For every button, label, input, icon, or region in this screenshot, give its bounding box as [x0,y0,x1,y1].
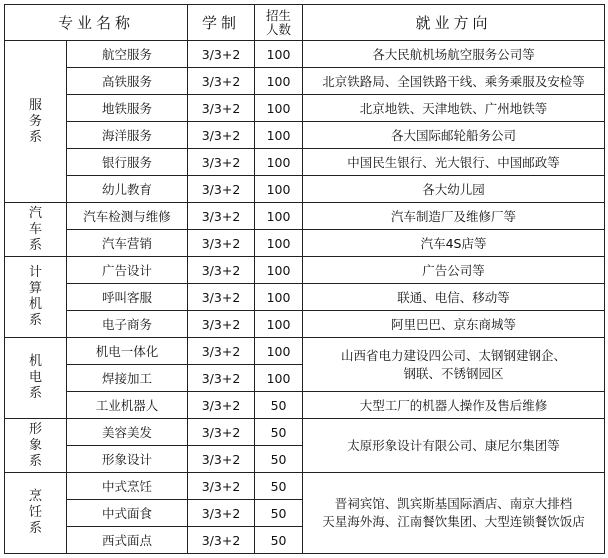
major-cell: 中式面食 [67,500,188,527]
header-duration: 学制 [188,5,255,41]
dept-char: 计 [28,265,42,280]
major-cell: 机电一体化 [67,338,188,365]
table-row [5,122,605,149]
dept-char: 系 [28,386,42,401]
header-enroll-line2: 人数 [266,21,292,37]
enroll-cell: 100 [255,338,303,365]
career-line: 钢联、不锈钢园区 [403,365,504,381]
dept-char: 系 [28,453,42,469]
career-line: 晋祠宾馆、凯宾斯基国际酒店、南京大排档 [334,496,573,511]
major-cell: 汽车检测与维修 [67,203,188,230]
duration-cell: 3/3+2 [188,473,255,500]
duration-cell: 3/3+2 [188,122,255,149]
duration-cell: 3/3+2 [188,257,255,284]
duration-cell: 3/3+2 [188,41,255,68]
duration-cell: 3/3+2 [188,284,255,311]
dept-char: 烹 [28,489,42,504]
header-row [5,5,605,41]
dept-cell-mechatronics [5,338,67,419]
major-cell: 幼儿教育 [67,176,188,203]
enrollment-table [4,4,605,554]
enroll-cell: 50 [255,446,303,473]
table-row [5,68,605,95]
dept-char: 系 [28,521,42,536]
career-cell: 各大民航机场航空服务公司等 [303,41,605,68]
dept-char: 算 [28,281,42,296]
major-cell: 地铁服务 [67,95,188,122]
duration-cell: 3/3+2 [188,149,255,176]
career-cell: 北京地铁、天津地铁、广州地铁等 [303,95,605,122]
enroll-cell: 100 [255,257,303,284]
career-cell: 阿里巴巴、京东商城等 [303,311,605,338]
table-row [5,257,605,284]
dept-cell-auto [5,203,67,257]
dept-char: 务 [28,113,42,129]
header-major: 专业名称 [5,5,188,41]
enroll-cell: 100 [255,365,303,392]
table-row [5,473,605,500]
enroll-cell: 50 [255,500,303,527]
duration-cell: 3/3+2 [188,500,255,527]
duration-cell: 3/3+2 [188,230,255,257]
dept-cell-computer [5,257,67,338]
major-cell: 汽车营销 [67,230,188,257]
table-row [5,149,605,176]
duration-cell: 3/3+2 [188,392,255,419]
career-cell-shared [303,473,605,554]
table-row [5,41,605,68]
duration-cell: 3/3+2 [188,311,255,338]
enroll-cell: 100 [255,95,303,122]
enroll-cell: 50 [255,392,303,419]
major-cell: 电子商务 [67,311,188,338]
table-row [5,203,605,230]
table-row [5,392,605,419]
career-cell: 汽车制造厂及维修厂等 [303,203,605,230]
table-row [5,284,605,311]
major-cell: 海洋服务 [67,122,188,149]
duration-cell: 3/3+2 [188,176,255,203]
duration-cell: 3/3+2 [188,527,255,554]
major-cell: 银行服务 [67,149,188,176]
career-cell-shared [303,419,605,473]
career-cell: 联通、电信、移动等 [303,284,605,311]
major-cell: 工业机器人 [67,392,188,419]
dept-char: 系 [28,313,42,328]
dept-char: 饪 [28,505,42,520]
duration-cell: 3/3+2 [188,365,255,392]
career-cell: 大型工厂的机器人操作及售后维修 [303,392,605,419]
enroll-cell: 100 [255,203,303,230]
enroll-cell: 100 [255,176,303,203]
dept-cell-service [5,41,67,203]
dept-char: 电 [28,370,42,385]
career-line: 太原形象设计有限公司、康尼尔集团等 [347,437,560,453]
career-line: 山西省电力建设四公司、太钢钢建钢企、 [341,347,567,363]
duration-cell: 3/3+2 [188,446,255,473]
header-enroll [255,5,303,41]
dept-char: 汽 [28,205,42,221]
duration-cell: 3/3+2 [188,338,255,365]
enroll-cell: 100 [255,284,303,311]
major-cell: 西式面点 [67,527,188,554]
dept-char: 形 [28,421,42,437]
career-cell: 广告公司等 [303,257,605,284]
dept-char: 机 [28,354,42,369]
dept-char: 系 [28,129,42,145]
duration-cell: 3/3+2 [188,95,255,122]
major-cell: 焊接加工 [67,365,188,392]
table-row [5,230,605,257]
enroll-cell: 100 [255,41,303,68]
dept-char: 车 [28,221,42,237]
career-cell: 各大幼儿园 [303,176,605,203]
header-career: 就业方向 [303,5,605,41]
enroll-cell: 50 [255,419,303,446]
duration-cell: 3/3+2 [188,68,255,95]
career-line: 天星海外海、江南餐饮集团、大型连锁餐饮饭店 [322,514,585,529]
dept-cell-culinary [5,473,67,554]
table-row [5,95,605,122]
table-row [5,311,605,338]
dept-char: 机 [28,297,42,312]
enroll-cell: 50 [255,473,303,500]
major-cell: 中式烹饪 [67,473,188,500]
career-cell: 北京铁路局、全国铁路干线、乘务乘服及安检等 [303,68,605,95]
dept-cell-image [5,419,67,473]
enroll-cell: 100 [255,311,303,338]
major-cell: 广告设计 [67,257,188,284]
dept-char: 服 [28,97,42,113]
table-row [5,419,605,446]
header-enroll-line1: 招生 [266,7,292,23]
table-row [5,176,605,203]
enroll-cell: 100 [255,149,303,176]
major-cell: 航空服务 [67,41,188,68]
table-row [5,338,605,365]
duration-cell: 3/3+2 [188,203,255,230]
major-cell: 高铁服务 [67,68,188,95]
major-cell: 呼叫客服 [67,284,188,311]
career-cell-shared [303,338,605,392]
enroll-cell: 100 [255,68,303,95]
major-cell: 美容美发 [67,419,188,446]
enroll-cell: 100 [255,230,303,257]
enroll-cell: 100 [255,122,303,149]
major-cell: 形象设计 [67,446,188,473]
dept-char: 系 [28,237,42,253]
career-cell: 汽车4S店等 [303,230,605,257]
career-cell: 中国民生银行、光大银行、中国邮政等 [303,149,605,176]
duration-cell: 3/3+2 [188,419,255,446]
dept-char: 象 [28,437,42,453]
enroll-cell: 50 [255,527,303,554]
career-cell: 各大国际邮轮船务公司 [303,122,605,149]
